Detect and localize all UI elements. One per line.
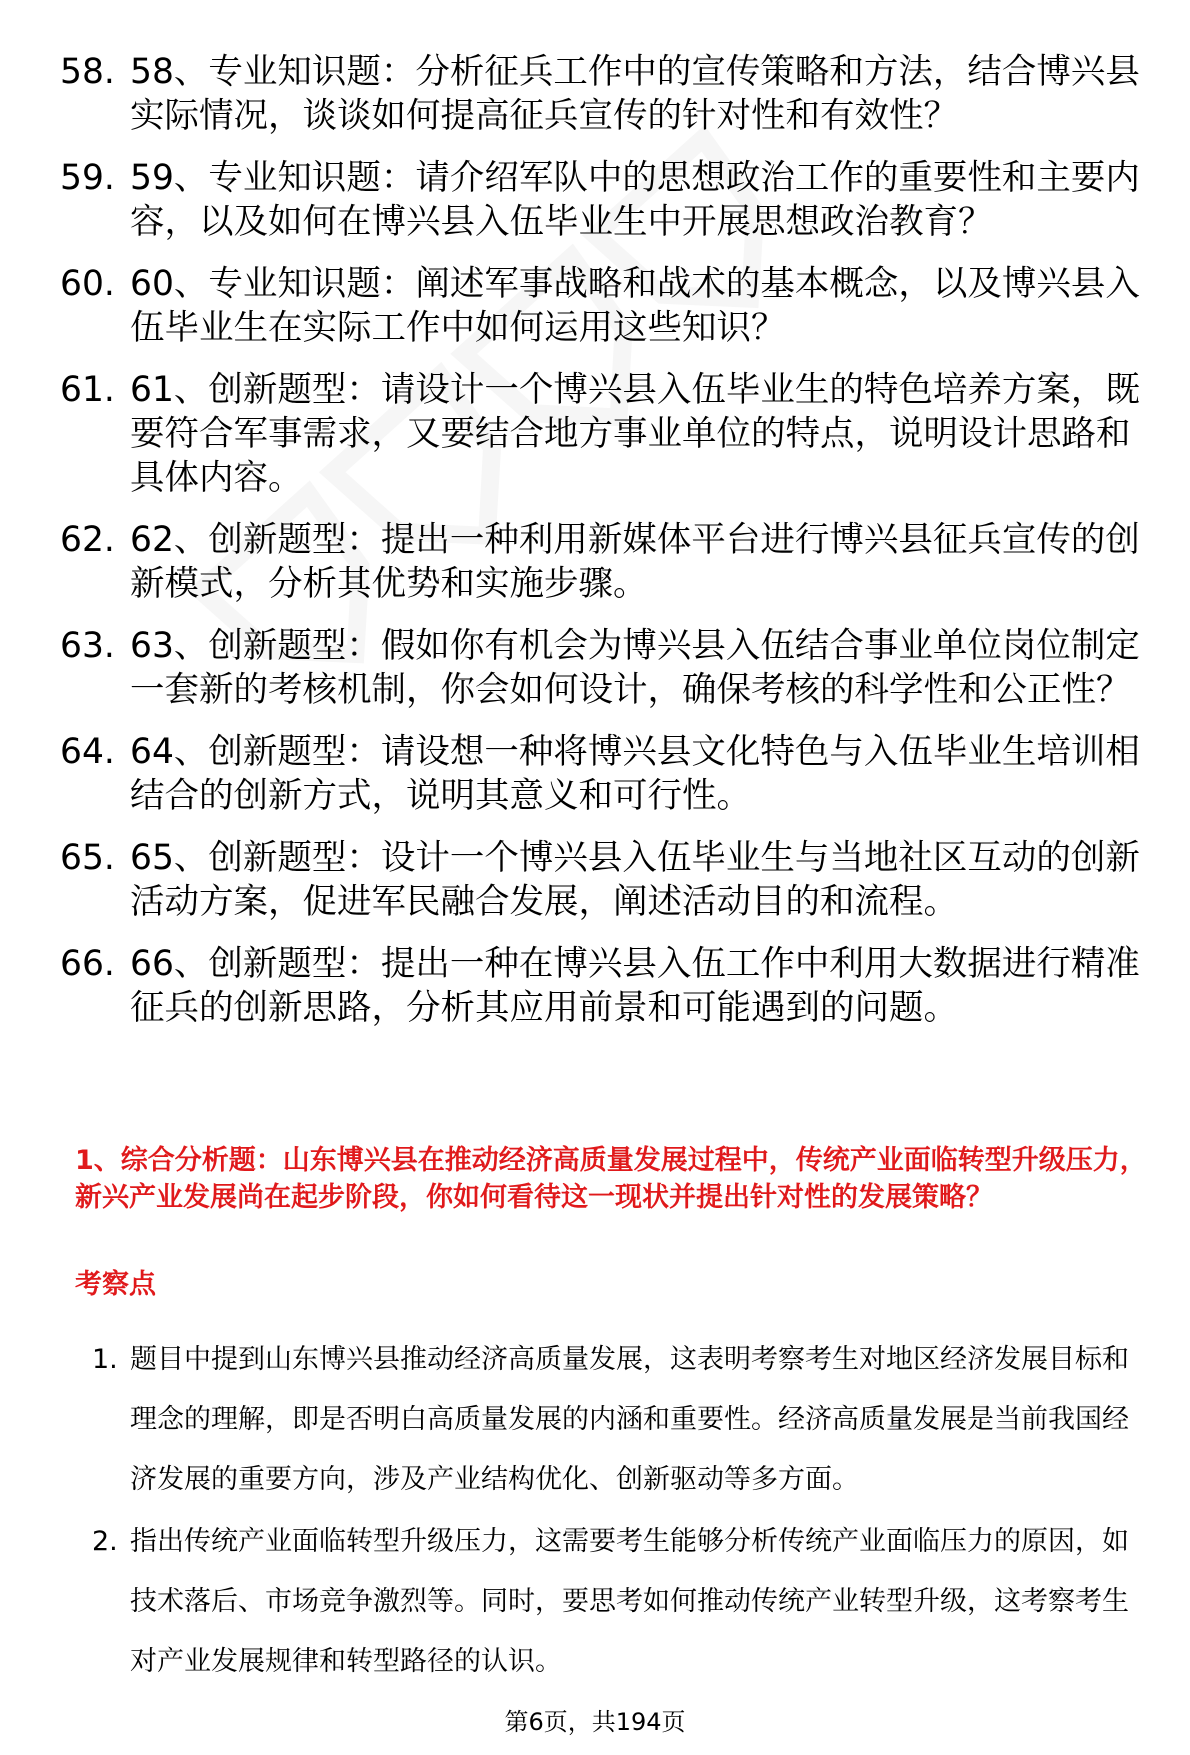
list-item (0, 518, 1190, 606)
item-number: 58. (60, 52, 115, 92)
list-item (0, 368, 1190, 500)
item-number: 63. (60, 626, 115, 666)
list-item (0, 262, 1190, 350)
item-text: 65、创新题型：设计一个博兴县入伍毕业生与当地社区互动的创新活动方案，促进军民融合发展，阐述活动目的和流程。 (130, 838, 1140, 922)
item-text: 题目中提到山东博兴县推动经济高质量发展，这表明考察考生对地区经济发展目标和理念的理解，即是否明白高质量发展的内涵和重要性。经济高质量发展是当前我国经济发展的重要方向，涉及产业结构优化、创新驱动等多方面。 (130, 1344, 1129, 1495)
list-item (0, 1330, 1190, 1510)
item-text: 60、专业知识题：阐述军事战略和战术的基本概念，以及博兴县入伍毕业生在实际工作中如何运用这些知识？ (130, 264, 1140, 348)
analysis-question: 1、综合分析题：山东博兴县在推动经济高质量发展过程中，传统产业面临转型升级压力，新兴产业发展尚在起步阶段，你如何看待这一现状并提出针对性的发展策略？ (75, 1145, 1147, 1213)
item-text: 64、创新题型：请设想一种将博兴县文化特色与入伍毕业生培训相结合的创新方式，说明其意义和可行性。 (130, 732, 1140, 816)
item-text: 59、专业知识题：请介绍军队中的思想政治工作的重要性和主要内容，以及如何在博兴县入伍毕业生中开展思想政治教育？ (130, 158, 1140, 242)
list-item (0, 624, 1190, 712)
item-text: 指出传统产业面临转型升级压力，这需要考生能够分析传统产业面临压力的原因，如技术落后、市场竞争激烈等。同时，要思考如何推动传统产业转型升级，这考察考生对产业发展规律和转型路径的认识。 (130, 1526, 1129, 1677)
list-item (0, 1512, 1190, 1692)
item-text: 63、创新题型：假如你有机会为博兴县入伍结合事业单位岗位制定一套新的考核机制，你会如何设计，确保考核的科学性和公正性？ (130, 626, 1140, 710)
points-heading: 考察点 (75, 1269, 156, 1300)
item-number: 59. (60, 158, 115, 198)
item-number: 60. (60, 264, 115, 304)
list-item (0, 942, 1190, 1030)
item-number: 65. (60, 838, 115, 878)
item-number: 64. (60, 732, 115, 772)
page-footer: 第6页，共194页 (504, 1708, 686, 1736)
list-item (0, 50, 1190, 138)
points-list (0, 1330, 1190, 1694)
question-list (0, 50, 1190, 1048)
item-number: 2. (92, 1526, 118, 1557)
item-number: 62. (60, 520, 115, 560)
item-number: 61. (60, 370, 115, 410)
list-item (0, 836, 1190, 924)
item-text: 66、创新题型：提出一种在博兴县入伍工作中利用大数据进行精准征兵的创新思路，分析其应用前景和可能遇到的问题。 (130, 944, 1140, 1028)
item-text: 61、创新题型：请设计一个博兴县入伍毕业生的特色培养方案，既要符合军事需求，又要结合地方事业单位的特点，说明设计思路和具体内容。 (130, 370, 1140, 498)
item-text: 62、创新题型：提出一种利用新媒体平台进行博兴县征兵宣传的创新模式，分析其优势和实施步骤。 (130, 520, 1140, 604)
item-number: 1. (92, 1344, 118, 1375)
list-item (0, 730, 1190, 818)
item-number: 66. (60, 944, 115, 984)
list-item (0, 156, 1190, 244)
item-text: 58、专业知识题：分析征兵工作中的宣传策略和方法，结合博兴县实际情况，谈谈如何提高征兵宣传的针对性和有效性？ (130, 52, 1140, 136)
